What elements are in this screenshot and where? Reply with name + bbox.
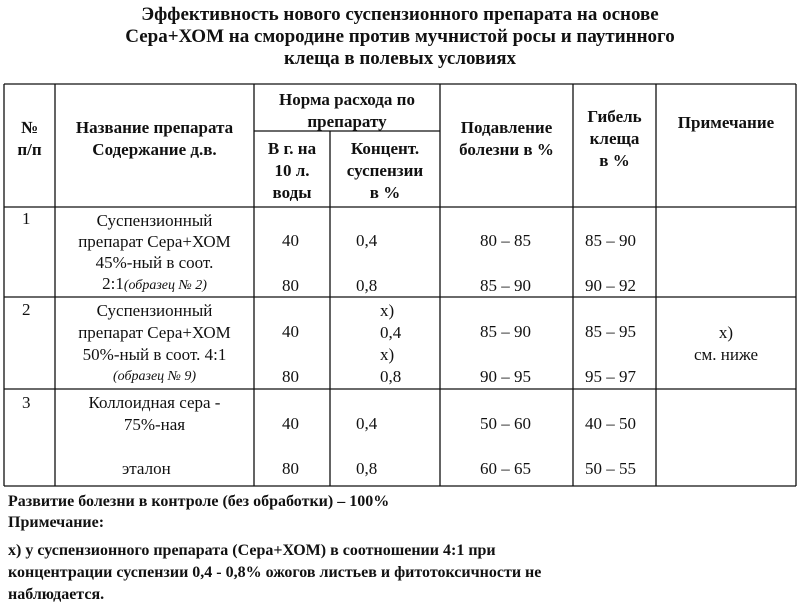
header-concentration: Концент. суспензии в % xyxy=(346,139,424,202)
header-dose: В г. на 10 л. воды xyxy=(267,139,317,202)
row2-mortality-2: 95 – 97 xyxy=(585,367,636,386)
row3-dose-1: 40 xyxy=(282,414,299,433)
row3-name-reference: эталон xyxy=(122,459,171,478)
row3-conc-2: 0,8 xyxy=(356,459,378,478)
title-line-1: Эффективность нового суспензионного препарата на основе xyxy=(141,4,659,25)
title-line-3: клеща в полевых условиях xyxy=(284,48,516,69)
row3-number: 3 xyxy=(22,393,31,412)
row1-dose-1: 40 xyxy=(282,231,299,250)
header-name: Название препарата Содержание д.в. xyxy=(75,118,234,159)
row2-conc-2: 0,8 xyxy=(380,367,402,386)
row2-mark-1: х) xyxy=(380,301,395,320)
row3-mortality-2: 50 – 55 xyxy=(585,459,636,478)
row2-suppression-1: 85 – 90 xyxy=(480,322,531,341)
row1-suppression-2: 85 – 90 xyxy=(480,276,531,295)
header-note: Примечание xyxy=(677,113,775,132)
title-line-2: Сера+ХОМ на смородине против мучнистой росы и паутинного xyxy=(125,26,675,47)
row1-mortality-1: 85 – 90 xyxy=(585,231,636,250)
row2-mortality-1: 85 – 95 xyxy=(585,322,636,341)
note-line-2: концентрации суспензии 0,4 - 0,8% ожогов листьев и фитотоксичности не xyxy=(8,564,542,581)
row2-note: х) см. ниже xyxy=(693,323,759,364)
row2-dose-2: 80 xyxy=(282,367,299,386)
row1-suppression-1: 80 – 85 xyxy=(480,231,531,250)
row2-number: 2 xyxy=(22,300,31,319)
row1-mortality-2: 90 – 92 xyxy=(585,276,636,295)
header-rate: Норма расхода по препарату xyxy=(279,90,415,131)
row2-name: Суспензионный препарат Сера+ХОМ 50%-ный в соот. 4:1 (образец № 9) xyxy=(78,301,231,384)
row3-conc-1: 0,4 xyxy=(356,414,378,433)
row1-name: Суспензионный препарат Сера+ХОМ 45%-ный в соот. 2:1(образец № 2) xyxy=(78,211,231,293)
row1-conc-2: 0,8 xyxy=(356,276,378,295)
note-title: Примечание: xyxy=(8,514,105,531)
note-line-1: х) у суспензионного препарата (Сера+ХОМ) в соотношении 4:1 при xyxy=(8,542,496,559)
row3-suppression-1: 50 – 60 xyxy=(480,414,531,433)
row2-mark-2: х) xyxy=(380,345,395,364)
control-text: Развитие болезни в контроле (без обработки) – 100% xyxy=(8,493,390,510)
row3-mortality-1: 40 – 50 xyxy=(585,414,636,433)
row1-dose-2: 80 xyxy=(282,276,299,295)
header-number: № п/п xyxy=(17,118,42,159)
row3-name: Коллоидная сера - 75%-ная xyxy=(88,393,221,434)
row1-conc-1: 0,4 xyxy=(356,231,378,250)
row2-dose-1: 40 xyxy=(282,322,299,341)
row2-conc-1: 0,4 xyxy=(380,323,402,342)
row2-suppression-2: 90 – 95 xyxy=(480,367,531,386)
note-line-3: наблюдается. xyxy=(8,586,105,603)
row3-suppression-2: 60 – 65 xyxy=(480,459,531,478)
row3-dose-2: 80 xyxy=(282,459,299,478)
header-mortality: Гибель клеща в % xyxy=(587,107,642,170)
header-suppression: Подавление болезни в % xyxy=(459,118,554,159)
document-title xyxy=(0,4,800,70)
row1-number: 1 xyxy=(22,209,31,228)
